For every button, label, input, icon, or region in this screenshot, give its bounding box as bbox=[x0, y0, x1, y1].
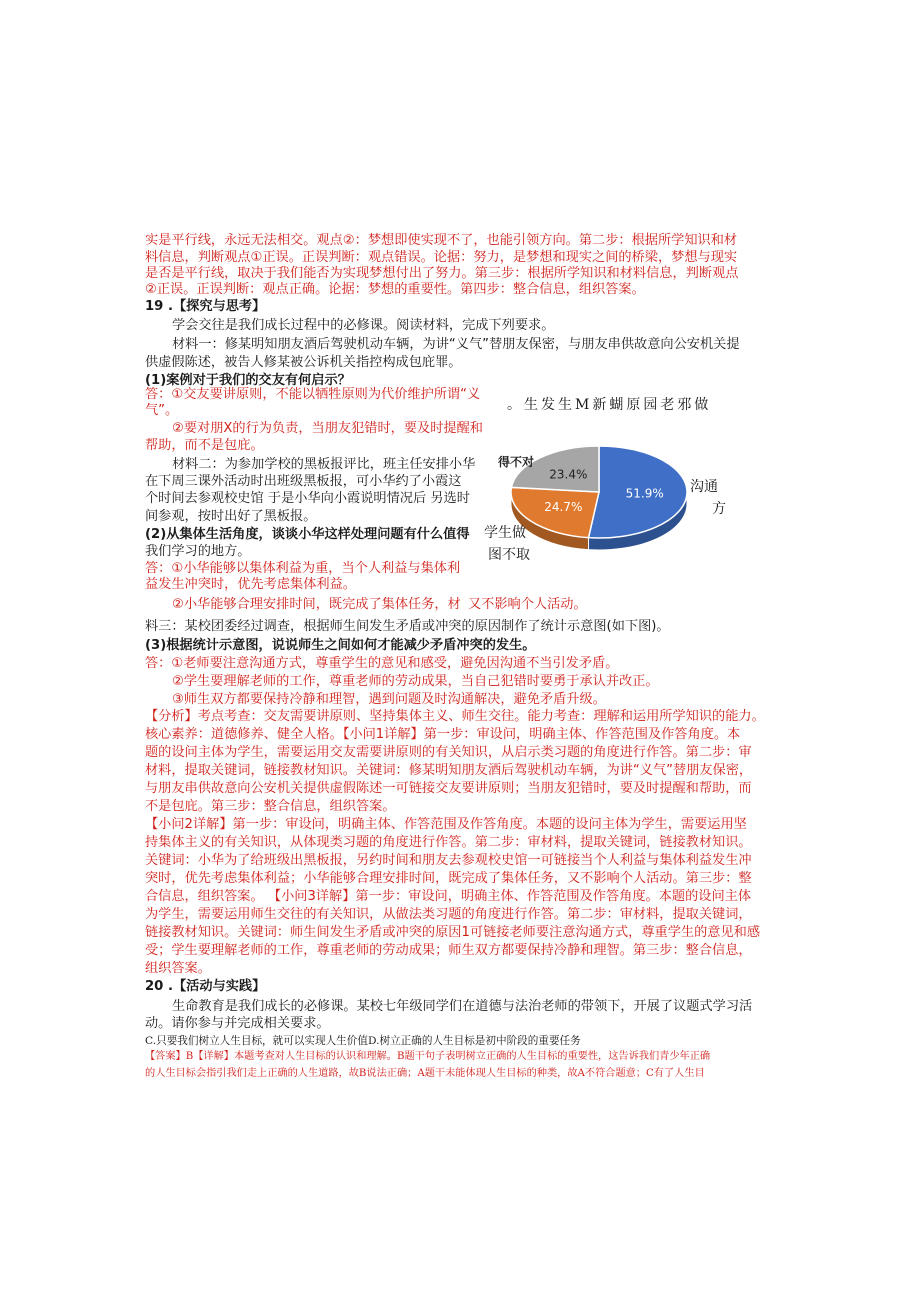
chart-side-label-right-1: 沟通 bbox=[690, 479, 718, 495]
chart-title-text: 。生发生M新蝴原园老邪做 bbox=[507, 397, 712, 413]
pie-data-label-1: 51.9% bbox=[625, 486, 664, 501]
material-2-line-1: 材料二：为参加学校的黑板报评比，班主任安排小华 bbox=[172, 457, 476, 472]
analysis-line-5: 与朋友串供故意向公安机关提供虚假陈述一可链接交友要讲原则；当朋友犯错时，要及时提醒和帮助，而 bbox=[145, 781, 752, 796]
analysis-line-11: 合信息，组织答案。 【小问3详解】第一步：审设问，明确主体、作答范围及作答角度。本题的设问主体 bbox=[145, 889, 752, 904]
analysis-line-10: 突时，优先考虑集体利益；小华能够合理安排时间，既完成了集体任务，又不影响个人活动。第三步：整 bbox=[145, 871, 752, 886]
sub-question-2-line-2: 我们学习的地方。 bbox=[145, 544, 251, 559]
material-1-line-1: 材料一：修某明知朋友酒后驾驶机动车辆，为讲“义气”替朋友保密，与朋友串供故意向公安机关提 bbox=[172, 337, 740, 352]
analysis-line-12: 为学生，需要运用师生交往的有关知识，从做法类习题的角度进行作答。第二步：审材料，提取关键词， bbox=[145, 907, 752, 922]
pie-gray-tag-label: 得不对 bbox=[498, 455, 535, 469]
answer-1-line-3: ②要对朋X的行为负责，当朋友犯错时，要及时提醒和 bbox=[172, 421, 483, 436]
answer-2-line-1: 答：①小华能够以集体利益为重，当个人利益与集体利 bbox=[145, 561, 461, 576]
q20-option-line: C.只要我们树立人生目标，就可以实现人生价值D.树立正确的人生目标是初中阶段的重要任务 bbox=[145, 1035, 581, 1047]
top-line-3: 是否是平行线，取决于我们能否为实现梦想付出了努力。第三步：根据所学知识和材料信息，判断观点 bbox=[145, 266, 739, 281]
material-3: 料三：某校团委经过调查，根据师生间发生矛盾或冲突的原因制作了统计示意图(如下图)。 bbox=[145, 619, 670, 634]
sub-question-2-line-1: (2)从集体生活角度，谈谈小华这样处理问题有什么值得 bbox=[145, 527, 470, 542]
sub-question-1: (1)案例对于我们的交友有何启示？ bbox=[145, 373, 351, 388]
pie-data-label-2: 24.7% bbox=[544, 499, 583, 514]
q20-answer-line-1: 【答案】B【详解】本题考查对人生目标的认识和理解。B题干句子表明树立正确的人生目标的重要性，这告诉我们青少年正确 bbox=[145, 1051, 711, 1062]
analysis-line-13: 链接教材知识。关键词：师生间发生矛盾或冲突的原因1可链接老师要注意沟通方式，尊重学生的意见和感 bbox=[145, 925, 761, 940]
analysis-line-2: 核心素养：道德修养、健全人格。【小问1详解】第一步：审设问，明确主体、作答范围及作答角度。本 bbox=[145, 727, 741, 742]
material-2-line-4: 间参观，按时出好了黑板报。 bbox=[145, 509, 317, 524]
answer-3-line-2: ②学生要理解老师的工作，尊重老师的劳动成果，当自己犯错时要勇于承认并改正。 bbox=[172, 674, 659, 689]
q19-heading: 19 .【探究与思考】 bbox=[145, 299, 266, 314]
chart-side-label-right-2: 方 bbox=[712, 501, 726, 517]
q19-intro: 学会交往是我们成长过程中的必修课。阅读材料，完成下列要求。 bbox=[172, 318, 555, 333]
q20-heading: 20 .【活动与实践】 bbox=[145, 979, 266, 994]
analysis-line-3: 题的设问主体为学生，需要运用交友需要讲原则的有关知识，从启示类习题的角度进行作答。第二步：审 bbox=[145, 745, 752, 760]
analysis-line-8: 持集体主义的有关知识，从体现类习题的角度进行作答。第二步：审材料，提取关键词，链接教材知识。 bbox=[145, 835, 752, 850]
analysis-line-1: 【分析】考点考查：交友需要讲原则、坚持集体主义、师生交往。能力考查：理解和运用所学知识的能力。 bbox=[145, 709, 765, 724]
answer-2-line-2: 益发生冲突时，优先考虑集体利益。 bbox=[145, 577, 356, 592]
q20-intro-line-1: 生命教育是我们成长的必修课。某校七年级同学们在道德与法治老师的带领下，开展了议题式学习活 bbox=[172, 999, 753, 1014]
chart-side-label-left-2: 图不取 bbox=[488, 547, 530, 563]
answer-2-line-3b: 又不影响个人活动。 bbox=[468, 597, 587, 612]
material-1-line-2: 供虚假陈述，被告人修某被公诉机关指控构成包庇罪。 bbox=[145, 355, 462, 370]
chart-title bbox=[507, 394, 711, 414]
answer-1-line-1: 答：①交友要讲原则，不能以牺牲原则为代价维护所谓“义 bbox=[145, 387, 481, 402]
pie-chart bbox=[494, 440, 694, 560]
analysis-line-9: 关键词：小华为了给班级出黑板报，另约时间和朋友去参观校史馆一可链接当个人利益与集体利益发生冲 bbox=[145, 853, 752, 868]
chart-side-label-left-1: 学生做 bbox=[484, 525, 526, 541]
analysis-line-15: 组织答案。 bbox=[145, 961, 211, 976]
answer-1-line-2: 气”。 bbox=[145, 403, 179, 418]
q20-answer-line-2: 的人生目标会指引我们走上正确的人生道路，故B说法正确；A题干未能体现人生目标的种类，故A不符合题意；C有了人生目 bbox=[145, 1068, 705, 1079]
answer-1-line-4: 帮助，而不是包庇。 bbox=[145, 438, 264, 453]
answer-3-line-1: 答：①老师要注意沟通方式，尊重学生的意见和感受，避免因沟通不当引发矛盾。 bbox=[145, 656, 619, 671]
analysis-line-6: 不是包庇。第三步：整合信息，组织答案。 bbox=[145, 799, 396, 814]
sub-question-3: (3)根据统计示意图，说说师生之间如何才能减少矛盾冲突的发生。 bbox=[145, 638, 536, 653]
analysis-line-7: 【小问2详解】第一步：审设问，明确主体、作答范围及作答角度。本题的设问主体为学生，需要运用坚 bbox=[145, 817, 747, 832]
top-line-4: ②正误。正误判断：观点正确。论据：梦想的重要性。第四步：整合信息，组织答案。 bbox=[145, 282, 645, 297]
answer-2-line-3: ②小华能够合理安排时间，既完成了集体任务，材 bbox=[172, 597, 461, 612]
top-line-2: 料信息，判断观点①正误。正误判断：观点错误。论据：努力，是梦想和现实之间的桥梁，梦想与现实 bbox=[145, 250, 738, 265]
answer-3-line-3: ③师生双方都要保持冷静和理智，遇到问题及时沟通解决，避免矛盾升级。 bbox=[172, 692, 606, 707]
q20-intro-line-2: 动。请你参与并完成相关要求。 bbox=[145, 1016, 330, 1031]
pie-data-label-3: 23.4% bbox=[549, 467, 588, 482]
analysis-line-14: 受；学生要理解老师的工作，尊重老师的劳动成果；师生双方都要保持冷静和理智。第三步：整合信息， bbox=[145, 943, 752, 958]
material-2-line-3: 个时间去参观校史馆 于是小华向小霞说明情况后 另选时 bbox=[145, 491, 470, 506]
material-2-line-2: 在下周三课外活动时出班级黑板报，可小华约了小霞这 bbox=[145, 474, 462, 489]
top-line-1: 实是平行线，永远无法相交。观点②：梦想即使实现不了，也能引领方向。第二步：根据所学知识和材 bbox=[145, 233, 738, 248]
analysis-line-4: 材料，提取关键词，链接教材知识。关键词：修某明知朋友酒后驾驶机动车辆，为讲“义气”替朋友保密， bbox=[145, 763, 753, 778]
